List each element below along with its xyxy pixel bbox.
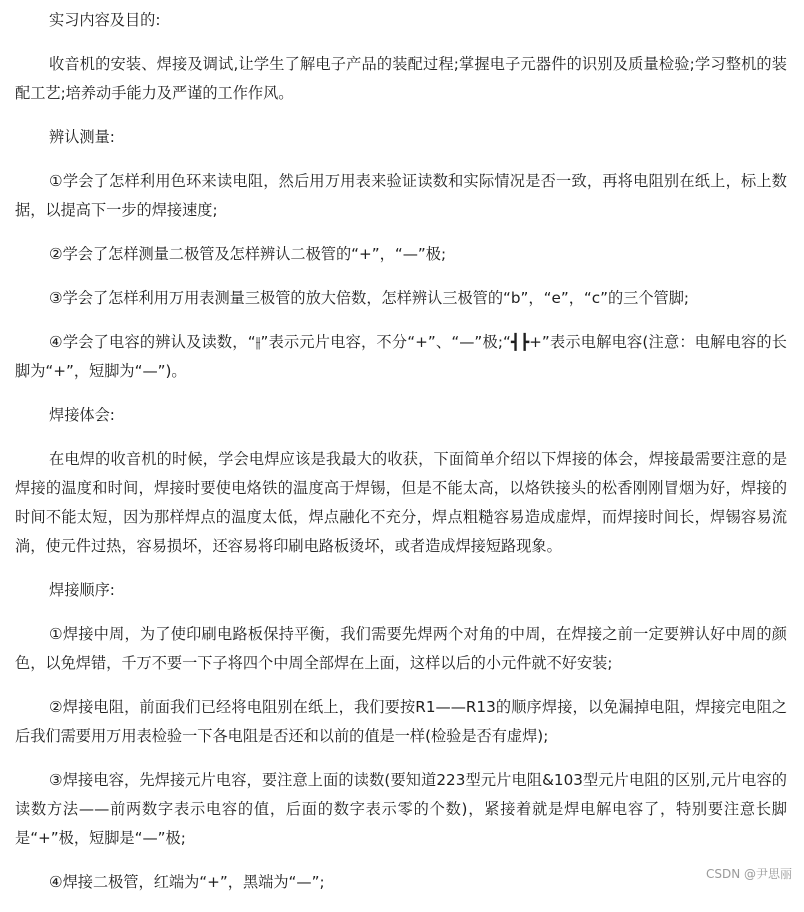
order-item-1: ①焊接中周，为了使印刷电路板保持平衡，我们需要先焊两个对角的中周，在焊接之前一定要辨认好中周的颜色，以免焊错，千万不要一下子将四个中周全部焊在上面，这样以后的小元件就不好安装; xyxy=(15,625,787,672)
welding-paragraph: 在电焊的收音机的时候，学会电焊应该是我最大的收获，下面简单介绍以下焊接的体会，焊接最需要注意的是焊接的温度和时间，焊接时要使电烙铁的温度高于焊锡，但是不能太高，以烙铁接头的松香刚刚冒烟为好，焊接的时间不能太短，因为那样焊点的温度太低，焊点融化不充分，焊点粗糙容易造成虚焊，而焊接时间长，焊锡容易流淌，使元件过热，容易损坏，还容易将印刷电路板烫坏，或者造成焊接短路现象。 xyxy=(15,450,787,555)
order-item-2: ②焊接电阻，前面我们已经将电阻别在纸上，我们要按R1——R13的顺序焊接，以免漏掉电阻，焊接完电阻之后我们需要用万用表检验一下各电阻是否还和以前的值是一样(检验是否有虚焊); xyxy=(15,698,787,745)
purpose-heading: 实习内容及目的: xyxy=(49,11,161,29)
measure-item-2: ②学会了怎样测量二极管及怎样辨认二极管的“+”，“—”极; xyxy=(49,245,447,263)
measure-item-1: ①学会了怎样利用色环来读电阻，然后用万用表来验证读数和实际情况是否一致，再将电阻别在纸上，标上数据，以提高下一步的焊接速度; xyxy=(15,172,787,219)
measure-heading: 辨认测量: xyxy=(49,128,115,146)
document-body xyxy=(15,6,787,912)
csdn-watermark: CSDN @尹思丽 xyxy=(705,867,792,881)
measure-item-4: ④学会了电容的辨认及读数，“⫲”表示元片电容，不分“+”、“—”极;“┫┣+”表示电解电容(注意：电解电容的长脚为“+”，短脚为“—”)。 xyxy=(15,333,787,380)
measure-item-3: ③学会了怎样利用万用表测量三极管的放大倍数，怎样辨认三极管的“b”，“e”，“c”的三个管脚; xyxy=(49,289,690,307)
welding-heading: 焊接体会: xyxy=(49,406,115,424)
order-heading: 焊接顺序: xyxy=(49,581,115,599)
purpose-paragraph: 收音机的安装、焊接及调试,让学生了解电子产品的装配过程;掌握电子元器件的识别及质量检验;学习整机的装配工艺;培养动手能力及严谨的工作作风。 xyxy=(15,55,787,102)
order-item-4: ④焊接二极管，红端为“+”，黑端为“—”; xyxy=(49,873,325,891)
order-item-3: ③焊接电容，先焊接元片电容，要注意上面的读数(要知道223型元片电阻&103型元片电阻的区别,元片电容的读数方法——前两数字表示电容的值，后面的数字表示零的个数)，紧接着就是焊电解电容了，特别要注意长脚是“+”极，短脚是“—”极; xyxy=(15,771,787,847)
